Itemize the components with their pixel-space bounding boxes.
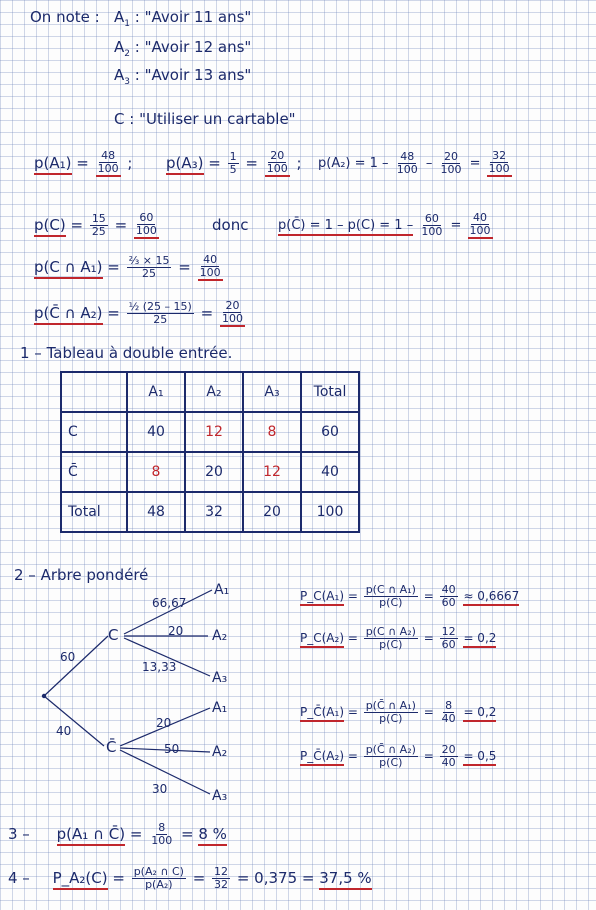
double-entry-table xyxy=(60,371,360,533)
q4-d2: 32 xyxy=(214,878,229,891)
prob-cbar-d1: 100 xyxy=(421,225,443,238)
prob-cbar-d2: 100 xyxy=(469,224,491,237)
table-header-cell: A₃ xyxy=(243,372,301,412)
calc-num: p(C ∩ A₁) xyxy=(365,583,416,596)
prob-cbar-a2-num: ½ (25 – 15) xyxy=(128,300,192,313)
prob-c-d1: 25 xyxy=(91,225,106,238)
weight-root-cbar: 40 xyxy=(56,724,72,738)
table-header-row xyxy=(61,372,359,412)
weight-c-a3: 13,33 xyxy=(142,660,177,674)
intro-label: On note : xyxy=(30,8,100,26)
prob-c-a1: p(C ∩ A₁) = $\frac{\text{⅔ × 15}}{25}$ = $\frac{40}{100}$ xyxy=(34,253,221,280)
calc-lhs: P_C(A₁) xyxy=(300,589,344,606)
table-cell: 40 xyxy=(127,412,185,452)
q3-line: 3 – p(A₁ ∩ C̄) = $\frac{8}{100}$ = 8 % xyxy=(8,821,227,847)
table-cell: 32 xyxy=(185,492,243,532)
q4-label: 4 – xyxy=(8,869,30,887)
table-cell: 8 xyxy=(127,452,185,492)
prob-a2-d2: 100 xyxy=(440,163,462,176)
prob-a3-num2: 20 xyxy=(270,149,285,162)
calc-pc-a2: P_C(A₂) = $\frac{\text{p(C ∩ A₂)}}{p(C)}$ = $\frac{12}{60}$ = 0,2 xyxy=(300,625,497,651)
event-a1-text: : "Avoir 11 ans" xyxy=(134,8,252,26)
prob-a3: p(A₃) = $\frac{1}{5}$ = $\frac{20}{100}$ ; xyxy=(166,149,302,176)
calc-den: p(C) xyxy=(379,596,403,609)
leaf-c-a2: A₂ xyxy=(212,628,228,644)
q3-lhs: p(A₁ ∩ C̄) xyxy=(57,825,126,846)
table-header-cell: Total xyxy=(301,372,359,412)
weight-cbar-a3: 30 xyxy=(152,782,168,796)
event-c: C : "Utiliser un cartable" xyxy=(114,110,296,128)
prob-cbar-n2: 40 xyxy=(473,211,488,224)
prob-cbar-a2-den: 25 xyxy=(153,313,168,326)
row-label: C̄ xyxy=(61,452,127,492)
event-a3 xyxy=(114,66,251,87)
donc-word: donc xyxy=(212,216,249,234)
calc-n2: 20 xyxy=(441,743,456,756)
q1-title: 1 – Tableau à double entrée. xyxy=(20,344,233,362)
event-a2 xyxy=(114,38,251,59)
table-row xyxy=(61,492,359,532)
prob-c-a1-n2: 40 xyxy=(203,253,218,266)
table-header-cell: A₂ xyxy=(185,372,243,412)
calc-d2: 40 xyxy=(441,756,456,769)
prob-c-a1-num: ⅔ × 15 xyxy=(128,254,170,267)
table-cell: 40 xyxy=(301,452,359,492)
calc-d2: 60 xyxy=(441,596,456,609)
prob-a2-d1: 100 xyxy=(396,163,418,176)
branch-root-c xyxy=(44,636,108,696)
calc-result: = 0,2 xyxy=(463,631,496,648)
q3-num: 8 xyxy=(158,821,166,834)
prob-a3-den2: 100 xyxy=(266,162,288,175)
leaf-cbar-a1: A₁ xyxy=(212,700,228,716)
prob-a2: p(A₂) = 1 – $\frac{48}{100}$ – $\frac{20}{100}$ = $\frac{32}{100}$ xyxy=(318,149,510,176)
prob-a3-lhs: p(A₃) xyxy=(166,154,204,175)
row-label: Total xyxy=(61,492,127,532)
node-c: C xyxy=(108,626,119,644)
table-cell: 12 xyxy=(243,452,301,492)
prob-c: p(C) = $\frac{15}{25}$ = $\frac{60}{100}$ xyxy=(34,211,157,238)
prob-c-n2: 60 xyxy=(139,211,154,224)
prob-sep-2: ; xyxy=(296,154,302,172)
table-cell: 60 xyxy=(301,412,359,452)
q4-n2: 12 xyxy=(214,865,229,878)
q3-result: 8 % xyxy=(198,825,227,846)
branch-root-cbar xyxy=(44,696,104,746)
calc-result: = 0,2 xyxy=(463,705,496,722)
calc-n2: 40 xyxy=(441,583,456,596)
event-a1-name: A xyxy=(114,8,125,26)
table-header-cell: A₁ xyxy=(127,372,185,412)
calc-pcbar-a1: P_C̄(A₁) = $\frac{\text{p(C̄ ∩ A₁)}}{p(C̄)}$ = $\frac{8}{40}$ = 0,2 xyxy=(300,699,497,725)
event-a2-name: A xyxy=(114,38,125,56)
calc-n2: 12 xyxy=(441,625,456,638)
q3-den: 100 xyxy=(151,834,173,847)
tree-root-dot xyxy=(42,694,46,698)
calc-result: = 0,5 xyxy=(463,749,496,766)
q4-lhs: P_A₂(C) xyxy=(53,869,108,890)
prob-a3-den: 5 xyxy=(229,163,237,176)
calc-d2: 60 xyxy=(441,638,456,651)
calc-pc-a1: P_C(A₁) = $\frac{\text{p(C ∩ A₁)}}{p(C)}$ = $\frac{40}{60}$ ≈ 0,6667 xyxy=(300,583,520,609)
q4-line: 4 – P_A₂(C) = $\frac{\text{p(A₂ ∩ C)}}{\text{p(A₂)}}$ = $\frac{12}{32}$ = 0,375 = 37,5 % xyxy=(8,865,372,891)
prob-a1-lhs: p(A₁) xyxy=(34,154,72,175)
row-label: C xyxy=(61,412,127,452)
prob-c-lhs: p(C) xyxy=(34,216,66,237)
table-header-cell xyxy=(61,372,127,412)
q3-label: 3 – xyxy=(8,825,30,843)
event-a1-sub: 1 xyxy=(124,19,130,29)
event-a3-name: A xyxy=(114,66,125,84)
table-cell: 20 xyxy=(243,492,301,532)
prob-a3-num: 1 xyxy=(229,150,237,163)
q4-mid: = 0,375 = xyxy=(236,869,315,887)
node-cbar: C̄ xyxy=(106,738,117,756)
q2-title: 2 – Arbre pondéré xyxy=(14,566,149,584)
table-cell: 48 xyxy=(127,492,185,532)
calc-result: ≈ 0,6667 xyxy=(463,589,519,606)
prob-a2-lhs: p(A₂) = 1 – xyxy=(318,156,389,171)
calc-den: p(C) xyxy=(379,638,403,651)
calc-den: p(C̄) xyxy=(379,712,403,725)
prob-a1: p(A₁) = $\frac{48}{100}$ ; xyxy=(34,149,133,175)
prob-cbar-a2-d2: 100 xyxy=(221,312,243,325)
calc-num: p(C̄ ∩ A₁) xyxy=(365,699,416,712)
table-cell: 12 xyxy=(185,412,243,452)
prob-sep-1: ; xyxy=(127,154,133,172)
prob-cbar-a2-lhs: p(C̄ ∩ A₂) xyxy=(34,304,103,325)
calc-num: p(C ∩ A₂) xyxy=(365,625,416,638)
prob-c-a1-den: 25 xyxy=(142,267,157,280)
calc-lhs: P_C̄(A₁) xyxy=(300,705,344,722)
calc-den: p(C̄) xyxy=(379,756,403,769)
prob-c-a1-lhs: p(C ∩ A₁) xyxy=(34,258,103,279)
event-a2-text: : "Avoir 12 ans" xyxy=(134,38,252,56)
q4-result: 37,5 % xyxy=(319,869,371,890)
prob-c-n1: 15 xyxy=(91,212,106,225)
prob-cbar-a2: p(C̄ ∩ A₂) = $\frac{\text{½ (25 – 15)}}{25}$ = $\frac{20}{100}$ xyxy=(34,299,243,326)
probability-tree xyxy=(0,560,290,820)
table-cell: 20 xyxy=(185,452,243,492)
weight-c-a1: 66,67 xyxy=(152,596,187,610)
leaf-cbar-a3: A₃ xyxy=(212,788,228,804)
table-cell: 8 xyxy=(243,412,301,452)
prob-a1-den: 100 xyxy=(97,162,119,175)
calc-n2: 8 xyxy=(445,699,453,712)
calc-lhs: P_C̄(A₂) xyxy=(300,749,344,766)
prob-a2-n3: 32 xyxy=(492,149,507,162)
table-row xyxy=(61,452,359,492)
leaf-c-a1: A₁ xyxy=(214,582,230,598)
event-a1 xyxy=(114,8,251,29)
prob-a2-d3: 100 xyxy=(488,162,510,175)
prob-cbar-lhs: p(C̄) = 1 – p(C) = 1 – xyxy=(278,218,413,236)
table-row xyxy=(61,412,359,452)
leaf-c-a3: A₃ xyxy=(212,670,228,686)
weight-c-a2: 20 xyxy=(168,624,184,638)
calc-pcbar-a2: P_C̄(A₂) = $\frac{\text{p(C̄ ∩ A₂)}}{p(C̄)}$ = $\frac{20}{40}$ = 0,5 xyxy=(300,743,497,769)
calc-num: p(C̄ ∩ A₂) xyxy=(365,743,416,756)
weight-cbar-a1: 20 xyxy=(156,716,172,730)
weight-root-c: 60 xyxy=(60,650,76,664)
leaf-cbar-a2: A₂ xyxy=(212,744,228,760)
prob-a1-num: 48 xyxy=(101,149,116,162)
event-a2-sub: 2 xyxy=(124,49,130,59)
q4-den: p(A₂) xyxy=(145,878,173,891)
event-a3-sub: 3 xyxy=(124,77,130,87)
prob-cbar-n1: 60 xyxy=(424,212,439,225)
prob-cbar-a2-n2: 20 xyxy=(225,299,240,312)
table-cell: 100 xyxy=(301,492,359,532)
calc-d2: 40 xyxy=(441,712,456,725)
prob-c-d2: 100 xyxy=(135,224,157,237)
weight-cbar-a2: 50 xyxy=(164,742,180,756)
prob-a2-n2: 20 xyxy=(443,150,458,163)
calc-lhs: P_C(A₂) xyxy=(300,631,344,648)
event-a3-text: : "Avoir 13 ans" xyxy=(134,66,252,84)
prob-c-a1-d2: 100 xyxy=(199,266,221,279)
prob-cbar: p(C̄) = 1 – p(C) = 1 – $\frac{60}{100}$ = $\frac{40}{100}$ xyxy=(278,211,491,238)
prob-a2-n1: 48 xyxy=(400,150,415,163)
q4-num: p(A₂ ∩ C) xyxy=(133,865,184,878)
